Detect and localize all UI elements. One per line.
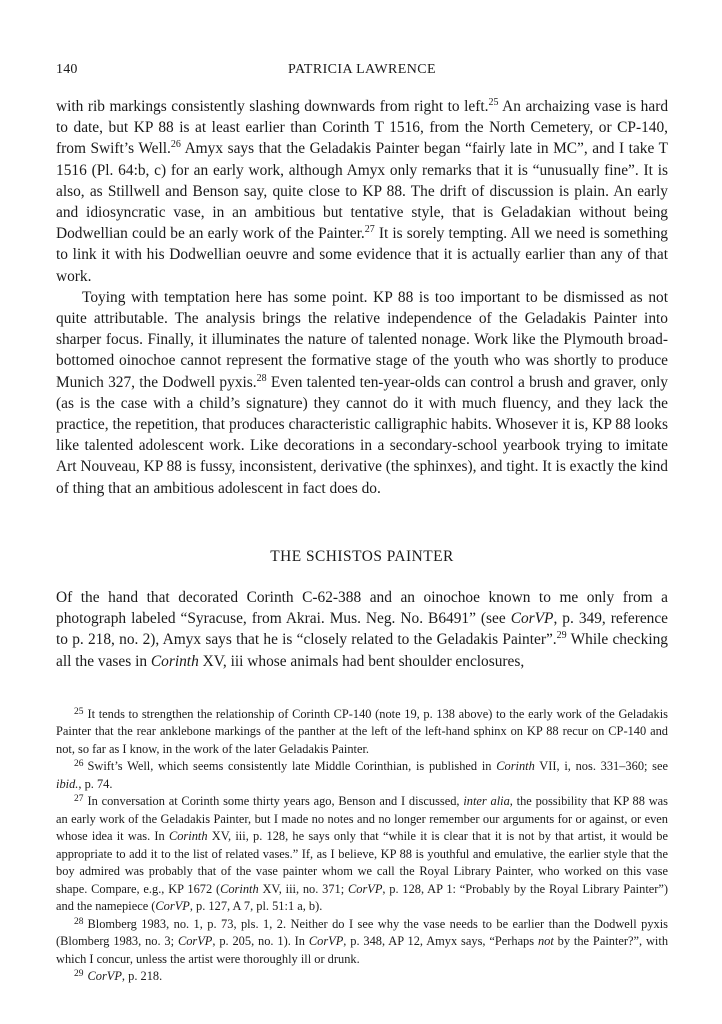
main-text bbox=[56, 96, 668, 672]
footnote-29 bbox=[56, 968, 668, 986]
text-span: , p. 74. bbox=[78, 776, 113, 791]
italic-span: inter alia bbox=[463, 794, 510, 809]
text-span: , p. 218. bbox=[121, 969, 163, 984]
footnote-25 bbox=[56, 706, 668, 759]
text-span: Amyx says that the Geladakis Painter began “fairly late in MC”, and I take T 1516 (Pl. 64:b, c) for an early work, although Amyx only remarks that it is “unusually fine”. It is also, as Stillwell and Benson say, quite close to KP 88. The drift of discussion is plain. An early and idiosyncratic vase, in an ambitious but tentative style, that is Geladakian without being Dodwellian could be an early work of the Painter. bbox=[56, 140, 668, 243]
text-span: An archaizing vase is hard to date, but KP 88 is at least earlier than Corinth T 1516, from the North Cemetery, or CP-140, from Swift’s Well. bbox=[56, 98, 669, 158]
italic-span: CorVP bbox=[87, 969, 122, 984]
footnote-27 bbox=[56, 793, 668, 916]
footnote-text: It tends to strengthen the relationship of Corinth CP-140 (note 19, p. 138 above) to the early work of the Geladakis Painter that the rear anklebone markings of the panther at the left of the left-hand sphinx on KP 88 recur on CP-140 and not, so far as I know, in the work of the later Geladakis Painter. bbox=[56, 706, 668, 756]
italic-span: CorVP bbox=[155, 899, 190, 914]
text-span: , p. 127, A 7, pl. 51:1 a, b). bbox=[189, 899, 323, 914]
footnote-ref-27: 27 bbox=[364, 224, 375, 236]
italic-span: CorVP bbox=[308, 934, 344, 949]
italic-span: Corinth bbox=[496, 759, 535, 774]
text-span: , the possibility that KP 88 was an early work of the Geladakis Painter, but I made no notes and no longer remember our arguments for or against, or even whose idea it was. In bbox=[56, 794, 669, 844]
page-number: 140 bbox=[56, 62, 78, 77]
italic-span: CorVP bbox=[177, 934, 213, 949]
page bbox=[56, 62, 668, 986]
section-heading: THE SCHISTOS PAINTER bbox=[270, 547, 454, 565]
footnote-number: 28 bbox=[74, 916, 84, 927]
footnote-number: 29 bbox=[74, 969, 84, 980]
footnote-number: 26 bbox=[74, 759, 84, 770]
italic-span: Corinth bbox=[150, 652, 199, 670]
text-span: While checking all the vases in bbox=[56, 631, 669, 670]
text-span: , p. 349, reference to p. 218, no. 2), Amyx says that he is “closely related to the Geladakis Painter”. bbox=[56, 610, 669, 649]
italic-span: Corinth bbox=[168, 829, 208, 844]
footnote-number: 27 bbox=[74, 794, 84, 805]
text-span: Blomberg 1983, no. 1, p. 73, pls. 1, 2. Neither do I see why the vase needs to be earlier than the Dodwell pyxis (Blomberg 1983, no. 3; bbox=[56, 916, 668, 949]
running-head bbox=[56, 62, 668, 84]
text-span: Toying with temptation here has some point. KP 88 is too important to be dismissed as not quite attributable. The analysis brings the relative independence of the Geladakis Painter into sharper focus. Finally, it illuminates the nature of talented nonage. Work like the Plymouth broad-bottomed oinochoe cannot represent the formative stage of the youth who was shortly to produce Munich 327, the Dodwell pyxis. bbox=[56, 288, 668, 391]
italic-span: ibid. bbox=[56, 776, 79, 791]
text-span: XV, iii, p. 128, he says only that “while it is clear that it is not by that artist, it would be appropriate to add it to the list of related vases.” If, as I believe, KP 88 is youthful and emulative, the earlier style that the boy admired was probably that of the vase painter whom we call the Royal Library Painter, who worked on this vase shape. Compare, e.g., KP 1672 ( bbox=[56, 829, 668, 896]
text-span: It is sorely tempting. All we need is something to link it with his Dodwellian oeuvre and some evidence that it is actually earlier than any of that work. bbox=[56, 225, 668, 285]
text-span: Swift’s Well, which seems consistently late Middle Corinthian, is published in bbox=[87, 759, 497, 774]
text-span: , p. 128, AP 1: “Probably by the Royal Library Painter”) and the namepiece ( bbox=[56, 881, 669, 914]
text-span: In conversation at Corinth some thirty years ago, Benson and I discussed, bbox=[87, 794, 464, 809]
running-title: PATRICIA LAWRENCE bbox=[288, 62, 436, 77]
italic-span: CorVP bbox=[347, 881, 383, 896]
footnote-number: 25 bbox=[74, 706, 84, 717]
text-span: Of the hand that decorated Corinth C-62-388 and an oinochoe known to me only from a photograph labeled “Syracuse, from Akrai. Mus. Neg. No. B6491” (see bbox=[56, 589, 668, 628]
italic-span: Corinth bbox=[220, 881, 259, 896]
footnote-ref-26: 26 bbox=[170, 139, 181, 151]
italic-span: not bbox=[537, 934, 554, 949]
footnote-ref-25: 25 bbox=[488, 97, 499, 108]
footnote-28 bbox=[56, 916, 668, 969]
paragraph-2 bbox=[56, 287, 668, 499]
footnote-ref-29: 29 bbox=[556, 630, 567, 642]
text-span: XV, iii, no. 371; bbox=[258, 881, 348, 896]
italic-span: CorVP bbox=[510, 610, 554, 628]
text-span: XV, iii whose animals had bent shoulder enclosures, bbox=[198, 652, 525, 670]
text-span: VII, i, nos. 331–360; see bbox=[534, 759, 669, 774]
text-span: , p. 348, AP 12, Amyx says, “Perhaps bbox=[343, 934, 538, 949]
text-span: with rib markings consistently slashing downwards from right to left. bbox=[56, 98, 489, 115]
paragraph-1 bbox=[56, 96, 668, 287]
text-span: by the Painter?”, with which I concur, unless the artist were thoroughly ill or drunk. bbox=[56, 934, 669, 966]
footnote-26 bbox=[56, 758, 668, 793]
text-span: Even talented ten-year-olds can control a brush and graver, only (as is the case with a child’s signature) they cannot do it with much fluency, and they lack the practice, the repetition, that produces characteristic calligraphic habits. Whosever it is, KP 88 looks like talented adolescent work. Like decorations in a secondary-school yearbook trying to imitate Art Nouveau, KP 88 is fussy, inconsistent, derivative (the sphinxes), and tight. It is exactly the kind of thing that an ambitious adolescent in fact does do. bbox=[56, 373, 668, 497]
paragraph-3 bbox=[56, 587, 668, 672]
footnotes bbox=[56, 706, 668, 986]
text-span: , p. 205, no. 1). In bbox=[212, 934, 309, 949]
footnote-ref-28: 28 bbox=[256, 372, 267, 384]
